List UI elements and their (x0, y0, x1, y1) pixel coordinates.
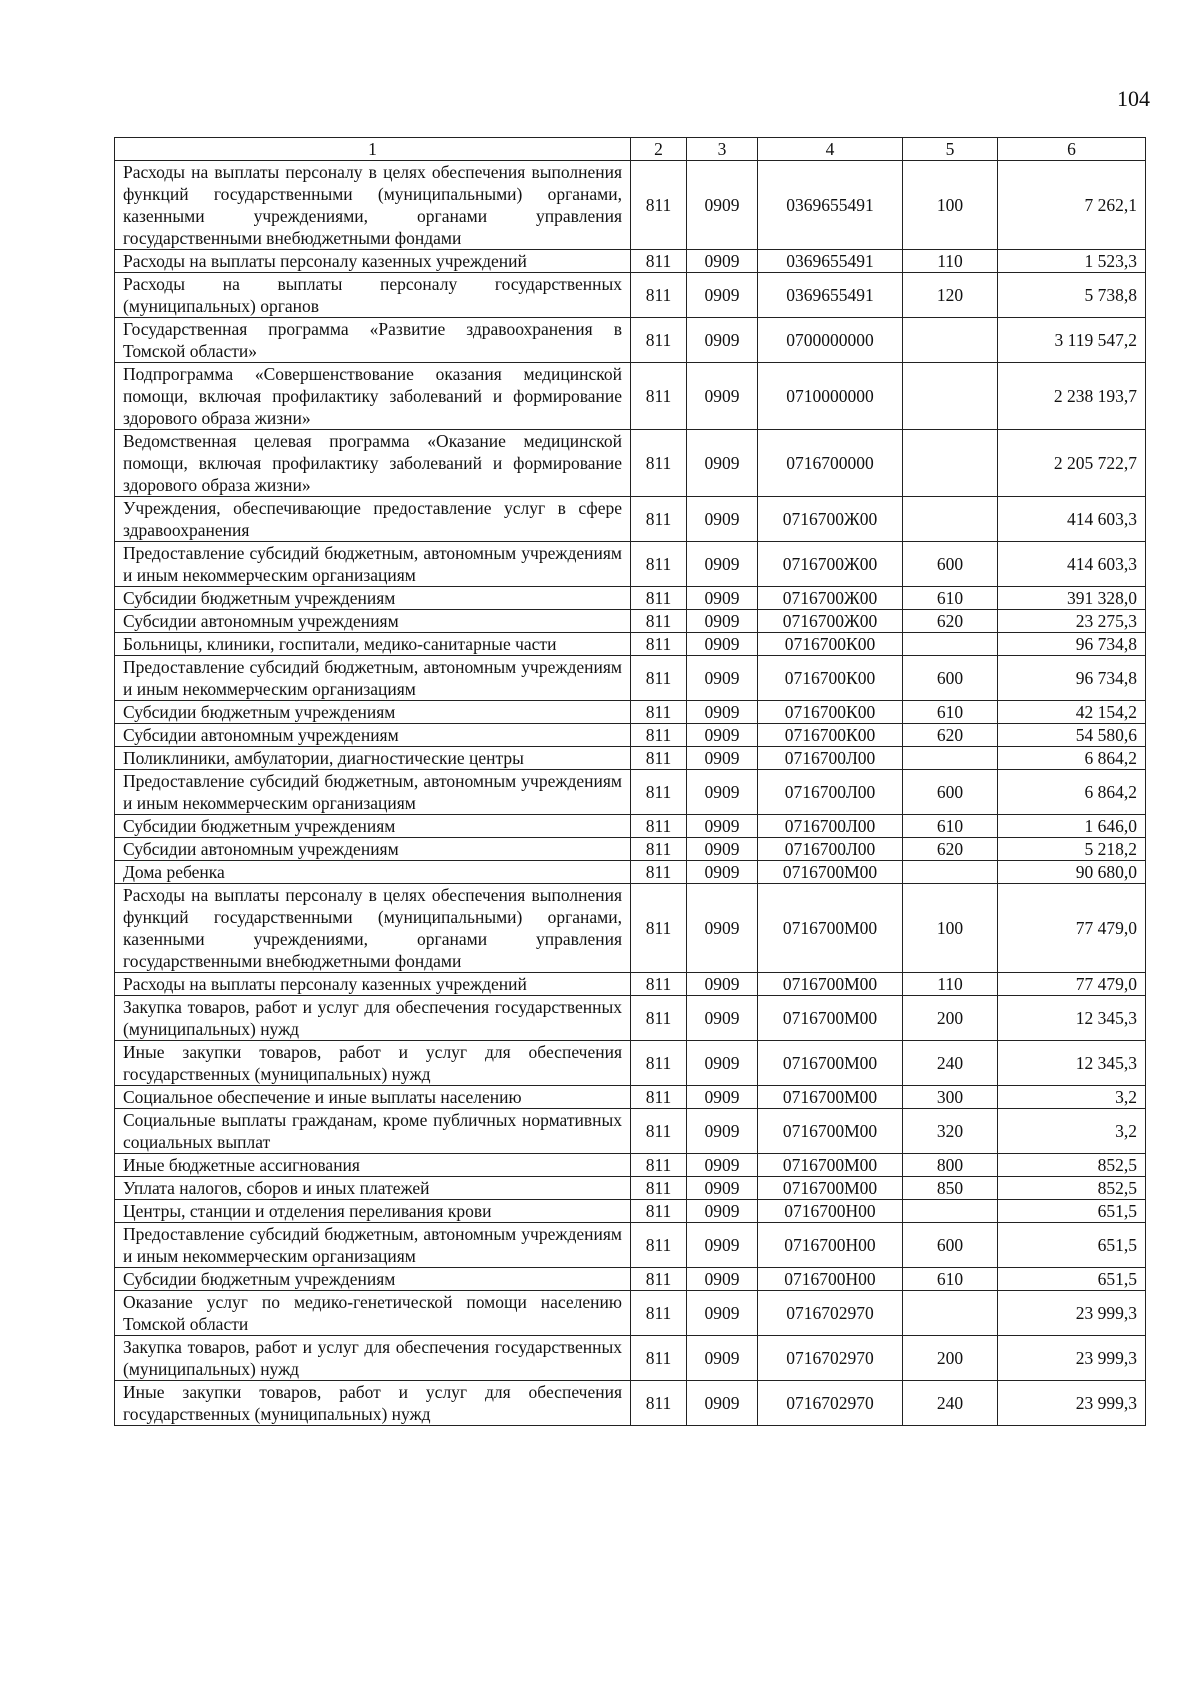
row-name-cell: Учреждения, обеспечивающие предоставление услуг в сфере здравоохранения (115, 497, 631, 542)
row-name-cell: Субсидии автономным учреждениям (115, 838, 631, 861)
section-code-cell: 0909 (687, 1200, 758, 1223)
amount-cell: 7 262,1 (998, 161, 1146, 250)
amount-cell: 77 479,0 (998, 973, 1146, 996)
expense-type-cell (903, 497, 998, 542)
section-code-cell: 0909 (687, 1177, 758, 1200)
amount-cell: 651,5 (998, 1268, 1146, 1291)
expense-type-cell (903, 747, 998, 770)
target-article-cell: 0716700Ж00 (758, 610, 903, 633)
budget-table (114, 137, 1146, 1426)
table-row (115, 973, 1146, 996)
table-row (115, 747, 1146, 770)
row-name-cell: Оказание услуг по медико-генетической помощи населению Томской области (115, 1291, 631, 1336)
table-row (115, 1336, 1146, 1381)
row-name-cell: Подпрограмма «Совершенствование оказания медицинской помощи, включая профилактику заболеваний и формирование здорового образа жизни» (115, 363, 631, 430)
amount-cell: 2 205 722,7 (998, 430, 1146, 497)
amount-cell: 96 734,8 (998, 633, 1146, 656)
row-name-cell: Иные бюджетные ассигнования (115, 1154, 631, 1177)
expense-type-cell (903, 318, 998, 363)
section-code-cell: 0909 (687, 701, 758, 724)
target-article-cell: 0716700М00 (758, 884, 903, 973)
ministry-code-cell: 811 (631, 747, 687, 770)
amount-cell: 96 734,8 (998, 656, 1146, 701)
header-col-5: 5 (903, 138, 998, 161)
section-code-cell: 0909 (687, 838, 758, 861)
section-code-cell: 0909 (687, 430, 758, 497)
row-name-cell: Расходы на выплаты персоналу казенных учреждений (115, 973, 631, 996)
expense-type-cell: 320 (903, 1109, 998, 1154)
row-name-cell: Дома ребенка (115, 861, 631, 884)
target-article-cell: 0716700К00 (758, 724, 903, 747)
expense-type-cell (903, 861, 998, 884)
row-name-cell: Ведомственная целевая программа «Оказание медицинской помощи, включая профилактику заболеваний и формирование здорового образа жизни» (115, 430, 631, 497)
amount-cell: 90 680,0 (998, 861, 1146, 884)
row-name-cell: Предоставление субсидий бюджетным, автономным учреждениям и иным некоммерческим организациям (115, 542, 631, 587)
table-row (115, 250, 1146, 273)
expense-type-cell (903, 430, 998, 497)
table-row (115, 1086, 1146, 1109)
row-name-cell: Закупка товаров, работ и услуг для обеспечения государственных (муниципальных) нужд (115, 996, 631, 1041)
ministry-code-cell: 811 (631, 497, 687, 542)
ministry-code-cell: 811 (631, 1086, 687, 1109)
expense-type-cell: 120 (903, 273, 998, 318)
section-code-cell: 0909 (687, 363, 758, 430)
section-code-cell: 0909 (687, 1381, 758, 1426)
expense-type-cell: 600 (903, 542, 998, 587)
table-row (115, 1154, 1146, 1177)
row-name-cell: Расходы на выплаты персоналу государственных (муниципальных) органов (115, 273, 631, 318)
amount-cell: 414 603,3 (998, 542, 1146, 587)
table-row (115, 161, 1146, 250)
header-row (115, 138, 1146, 161)
row-name-cell: Социальные выплаты гражданам, кроме публичных нормативных социальных выплат (115, 1109, 631, 1154)
ministry-code-cell: 811 (631, 318, 687, 363)
section-code-cell: 0909 (687, 1291, 758, 1336)
target-article-cell: 0716700К00 (758, 656, 903, 701)
amount-cell: 1 646,0 (998, 815, 1146, 838)
table-row (115, 1223, 1146, 1268)
section-code-cell: 0909 (687, 747, 758, 770)
table-row (115, 430, 1146, 497)
section-code-cell: 0909 (687, 1223, 758, 1268)
amount-cell: 414 603,3 (998, 497, 1146, 542)
amount-cell: 5 738,8 (998, 273, 1146, 318)
table-row (115, 701, 1146, 724)
row-name-cell: Субсидии бюджетным учреждениям (115, 587, 631, 610)
target-article-cell: 0716700М00 (758, 1109, 903, 1154)
table-row (115, 587, 1146, 610)
amount-cell: 852,5 (998, 1154, 1146, 1177)
target-article-cell: 0716700Н00 (758, 1268, 903, 1291)
expense-type-cell: 110 (903, 250, 998, 273)
expense-type-cell: 600 (903, 770, 998, 815)
row-name-cell: Расходы на выплаты персоналу казенных учреждений (115, 250, 631, 273)
ministry-code-cell: 811 (631, 1177, 687, 1200)
ministry-code-cell: 811 (631, 250, 687, 273)
target-article-cell: 0716700К00 (758, 701, 903, 724)
ministry-code-cell: 811 (631, 610, 687, 633)
row-name-cell: Центры, станции и отделения переливания крови (115, 1200, 631, 1223)
ministry-code-cell: 811 (631, 1223, 687, 1268)
table-body (115, 161, 1146, 1426)
target-article-cell: 0710000000 (758, 363, 903, 430)
amount-cell: 1 523,3 (998, 250, 1146, 273)
ministry-code-cell: 811 (631, 1381, 687, 1426)
table-row (115, 996, 1146, 1041)
amount-cell: 5 218,2 (998, 838, 1146, 861)
amount-cell: 3 119 547,2 (998, 318, 1146, 363)
ministry-code-cell: 811 (631, 273, 687, 318)
table-row (115, 815, 1146, 838)
target-article-cell: 0700000000 (758, 318, 903, 363)
ministry-code-cell: 811 (631, 656, 687, 701)
ministry-code-cell: 811 (631, 838, 687, 861)
ministry-code-cell: 811 (631, 633, 687, 656)
target-article-cell: 0716700000 (758, 430, 903, 497)
expense-type-cell: 610 (903, 815, 998, 838)
amount-cell: 23 999,3 (998, 1381, 1146, 1426)
expense-type-cell (903, 1291, 998, 1336)
expense-type-cell: 100 (903, 884, 998, 973)
amount-cell: 12 345,3 (998, 996, 1146, 1041)
table-row (115, 861, 1146, 884)
amount-cell: 852,5 (998, 1177, 1146, 1200)
expense-type-cell: 600 (903, 656, 998, 701)
header-col-1: 1 (115, 138, 631, 161)
expense-type-cell: 610 (903, 587, 998, 610)
table-row (115, 273, 1146, 318)
section-code-cell: 0909 (687, 770, 758, 815)
section-code-cell: 0909 (687, 973, 758, 996)
row-name-cell: Государственная программа «Развитие здравоохранения в Томской области» (115, 318, 631, 363)
row-name-cell: Больницы, клиники, госпитали, медико-санитарные части (115, 633, 631, 656)
row-name-cell: Социальное обеспечение и иные выплаты населению (115, 1086, 631, 1109)
section-code-cell: 0909 (687, 1336, 758, 1381)
expense-type-cell (903, 363, 998, 430)
target-article-cell: 0716700Н00 (758, 1223, 903, 1268)
expense-type-cell: 200 (903, 996, 998, 1041)
target-article-cell: 0716700М00 (758, 1086, 903, 1109)
ministry-code-cell: 811 (631, 1200, 687, 1223)
section-code-cell: 0909 (687, 815, 758, 838)
expense-type-cell: 200 (903, 1336, 998, 1381)
target-article-cell: 0716700Ж00 (758, 587, 903, 610)
expense-type-cell: 110 (903, 973, 998, 996)
table-row (115, 1381, 1146, 1426)
ministry-code-cell: 811 (631, 1154, 687, 1177)
section-code-cell: 0909 (687, 497, 758, 542)
amount-cell: 651,5 (998, 1200, 1146, 1223)
section-code-cell: 0909 (687, 1086, 758, 1109)
section-code-cell: 0909 (687, 861, 758, 884)
section-code-cell: 0909 (687, 1109, 758, 1154)
amount-cell: 3,2 (998, 1086, 1146, 1109)
target-article-cell: 0716700К00 (758, 633, 903, 656)
target-article-cell: 0369655491 (758, 250, 903, 273)
expense-type-cell: 610 (903, 701, 998, 724)
amount-cell: 2 238 193,7 (998, 363, 1146, 430)
table-row (115, 610, 1146, 633)
section-code-cell: 0909 (687, 656, 758, 701)
table-row (115, 1268, 1146, 1291)
ministry-code-cell: 811 (631, 770, 687, 815)
row-name-cell: Иные закупки товаров, работ и услуг для обеспечения государственных (муниципальных) нужд (115, 1381, 631, 1426)
table-row (115, 656, 1146, 701)
target-article-cell: 0716700М00 (758, 1154, 903, 1177)
amount-cell: 42 154,2 (998, 701, 1146, 724)
target-article-cell: 0369655491 (758, 161, 903, 250)
target-article-cell: 0716700М00 (758, 1177, 903, 1200)
amount-cell: 6 864,2 (998, 770, 1146, 815)
ministry-code-cell: 811 (631, 161, 687, 250)
target-article-cell: 0716700Л00 (758, 747, 903, 770)
expense-type-cell: 240 (903, 1041, 998, 1086)
row-name-cell: Предоставление субсидий бюджетным, автономным учреждениям и иным некоммерческим организациям (115, 656, 631, 701)
target-article-cell: 0716700М00 (758, 1041, 903, 1086)
ministry-code-cell: 811 (631, 884, 687, 973)
expense-type-cell (903, 1200, 998, 1223)
ministry-code-cell: 811 (631, 1336, 687, 1381)
target-article-cell: 0716702970 (758, 1336, 903, 1381)
row-name-cell: Субсидии автономным учреждениям (115, 610, 631, 633)
section-code-cell: 0909 (687, 1041, 758, 1086)
amount-cell: 3,2 (998, 1109, 1146, 1154)
section-code-cell: 0909 (687, 273, 758, 318)
table-header (115, 138, 1146, 161)
row-name-cell: Субсидии автономным учреждениям (115, 724, 631, 747)
amount-cell: 12 345,3 (998, 1041, 1146, 1086)
row-name-cell: Закупка товаров, работ и услуг для обеспечения государственных (муниципальных) нужд (115, 1336, 631, 1381)
header-col-6: 6 (998, 138, 1146, 161)
target-article-cell: 0716700Л00 (758, 838, 903, 861)
table-row (115, 1200, 1146, 1223)
expense-type-cell: 600 (903, 1223, 998, 1268)
table-row (115, 318, 1146, 363)
expense-type-cell: 620 (903, 724, 998, 747)
page-number: 104 (1117, 86, 1150, 111)
amount-cell: 651,5 (998, 1223, 1146, 1268)
target-article-cell: 0716702970 (758, 1291, 903, 1336)
table-row (115, 363, 1146, 430)
expense-type-cell: 300 (903, 1086, 998, 1109)
expense-type-cell: 100 (903, 161, 998, 250)
table-row (115, 542, 1146, 587)
row-name-cell: Расходы на выплаты персоналу в целях обеспечения выполнения функций государственными (муниципальными) органами, казенными учреждениями, органами управления государственными внебюджетными фондами (115, 884, 631, 973)
section-code-cell: 0909 (687, 610, 758, 633)
row-name-cell: Предоставление субсидий бюджетным, автономным учреждениям и иным некоммерческим организациям (115, 1223, 631, 1268)
section-code-cell: 0909 (687, 884, 758, 973)
target-article-cell: 0716700Л00 (758, 815, 903, 838)
target-article-cell: 0716700Ж00 (758, 542, 903, 587)
table-row (115, 1109, 1146, 1154)
section-code-cell: 0909 (687, 542, 758, 587)
row-name-cell: Поликлиники, амбулатории, диагностические центры (115, 747, 631, 770)
row-name-cell: Иные закупки товаров, работ и услуг для обеспечения государственных (муниципальных) нужд (115, 1041, 631, 1086)
header-col-3: 3 (687, 138, 758, 161)
expense-type-cell: 800 (903, 1154, 998, 1177)
ministry-code-cell: 811 (631, 1109, 687, 1154)
expense-type-cell: 620 (903, 610, 998, 633)
row-name-cell: Расходы на выплаты персоналу в целях обеспечения выполнения функций государственными (муниципальными) органами, казенными учреждениями, органами управления государственными внебюджетными фондами (115, 161, 631, 250)
expense-type-cell: 610 (903, 1268, 998, 1291)
ministry-code-cell: 811 (631, 724, 687, 747)
section-code-cell: 0909 (687, 318, 758, 363)
target-article-cell: 0716702970 (758, 1381, 903, 1426)
section-code-cell: 0909 (687, 996, 758, 1041)
target-article-cell: 0716700Н00 (758, 1200, 903, 1223)
row-name-cell: Предоставление субсидий бюджетным, автономным учреждениям и иным некоммерческим организациям (115, 770, 631, 815)
section-code-cell: 0909 (687, 1154, 758, 1177)
section-code-cell: 0909 (687, 633, 758, 656)
ministry-code-cell: 811 (631, 701, 687, 724)
table-row (115, 633, 1146, 656)
row-name-cell: Субсидии бюджетным учреждениям (115, 815, 631, 838)
table-row (115, 724, 1146, 747)
table-row (115, 838, 1146, 861)
expense-type-cell: 850 (903, 1177, 998, 1200)
section-code-cell: 0909 (687, 724, 758, 747)
amount-cell: 54 580,6 (998, 724, 1146, 747)
row-name-cell: Субсидии бюджетным учреждениям (115, 701, 631, 724)
section-code-cell: 0909 (687, 1268, 758, 1291)
ministry-code-cell: 811 (631, 430, 687, 497)
table-row (115, 1041, 1146, 1086)
table-row (115, 497, 1146, 542)
section-code-cell: 0909 (687, 587, 758, 610)
ministry-code-cell: 811 (631, 1291, 687, 1336)
ministry-code-cell: 811 (631, 363, 687, 430)
amount-cell: 391 328,0 (998, 587, 1146, 610)
expense-type-cell (903, 633, 998, 656)
amount-cell: 23 999,3 (998, 1291, 1146, 1336)
amount-cell: 23 275,3 (998, 610, 1146, 633)
ministry-code-cell: 811 (631, 542, 687, 587)
amount-cell: 6 864,2 (998, 747, 1146, 770)
target-article-cell: 0716700М00 (758, 861, 903, 884)
expense-type-cell: 620 (903, 838, 998, 861)
table-row (115, 884, 1146, 973)
section-code-cell: 0909 (687, 161, 758, 250)
row-name-cell: Субсидии бюджетным учреждениям (115, 1268, 631, 1291)
table-row (115, 1177, 1146, 1200)
ministry-code-cell: 811 (631, 861, 687, 884)
target-article-cell: 0716700Ж00 (758, 497, 903, 542)
table-row (115, 1291, 1146, 1336)
ministry-code-cell: 811 (631, 1268, 687, 1291)
row-name-cell: Уплата налогов, сборов и иных платежей (115, 1177, 631, 1200)
ministry-code-cell: 811 (631, 587, 687, 610)
target-article-cell: 0716700М00 (758, 996, 903, 1041)
amount-cell: 77 479,0 (998, 884, 1146, 973)
amount-cell: 23 999,3 (998, 1336, 1146, 1381)
ministry-code-cell: 811 (631, 815, 687, 838)
ministry-code-cell: 811 (631, 996, 687, 1041)
expense-type-cell: 240 (903, 1381, 998, 1426)
ministry-code-cell: 811 (631, 1041, 687, 1086)
section-code-cell: 0909 (687, 250, 758, 273)
target-article-cell: 0716700М00 (758, 973, 903, 996)
target-article-cell: 0369655491 (758, 273, 903, 318)
header-col-4: 4 (758, 138, 903, 161)
table-row (115, 770, 1146, 815)
ministry-code-cell: 811 (631, 973, 687, 996)
header-col-2: 2 (631, 138, 687, 161)
target-article-cell: 0716700Л00 (758, 770, 903, 815)
